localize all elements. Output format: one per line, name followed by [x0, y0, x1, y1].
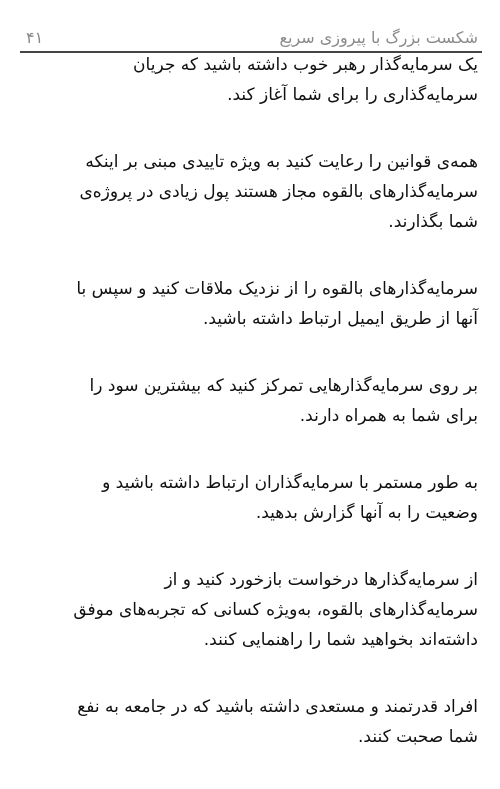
text-line: داشته‌اند بخواهید شما را راهنمایی کنند. [203, 630, 478, 650]
paragraph [20, 50, 478, 110]
paragraph [20, 565, 478, 655]
text-line: وضعیت را به آنها گزارش بدهید. [255, 503, 478, 523]
paragraph [20, 692, 478, 752]
text-line: همه‌ی قوانین را رعایت کنید به ویژه تاییدی مبنی بر اینکه [85, 152, 478, 172]
paragraph [20, 274, 478, 334]
text-line: افراد قدرتمند و مستعدی داشته باشید که در جامعه به نفع [77, 697, 478, 717]
text-line: سرمایه‌گذارهای بالقوه، به‌ویژه کسانی که تجربه‌های موفق [73, 600, 478, 620]
text-line: برای شما به همراه دارند. [299, 406, 478, 426]
text-line: بر روی سرمایه‌گذارهایی تمرکز کنید که بیشترین سود را [89, 376, 478, 396]
text-line: از سرمایه‌گذارها درخواست بازخورد کنید و از [164, 570, 478, 590]
paragraph [20, 147, 478, 237]
text-line: سرمایه‌گذارهای بالقوه را از نزدیک ملاقات کنید و سپس با [76, 279, 478, 299]
page-body [20, 50, 478, 789]
page-header [0, 0, 500, 52]
paragraph [20, 371, 478, 431]
text-line: شما صحبت کنند. [358, 727, 478, 747]
text-line: شما بگذارند. [388, 212, 478, 232]
text-line: یک سرمایه‌گذار رهبر خوب داشته باشید که جریان [133, 55, 478, 75]
text-line: سرمایه‌گذارهای بالقوه مجاز هستند پول زیادی در پروژه‌ی [79, 182, 478, 202]
text-line: سرمایه‌گذاری را برای شما آغاز کند. [227, 85, 478, 105]
running-title: شکست بزرگ با پیروزی سریع [279, 28, 478, 47]
text-line: به طور مستمر با سرمایه‌گذاران ارتباط داشته باشید و [102, 473, 478, 493]
text-line: آنها از طریق ایمیل ارتباط داشته باشید. [202, 309, 478, 329]
paragraph [20, 468, 478, 528]
page-number: ۴۱ [26, 28, 44, 47]
